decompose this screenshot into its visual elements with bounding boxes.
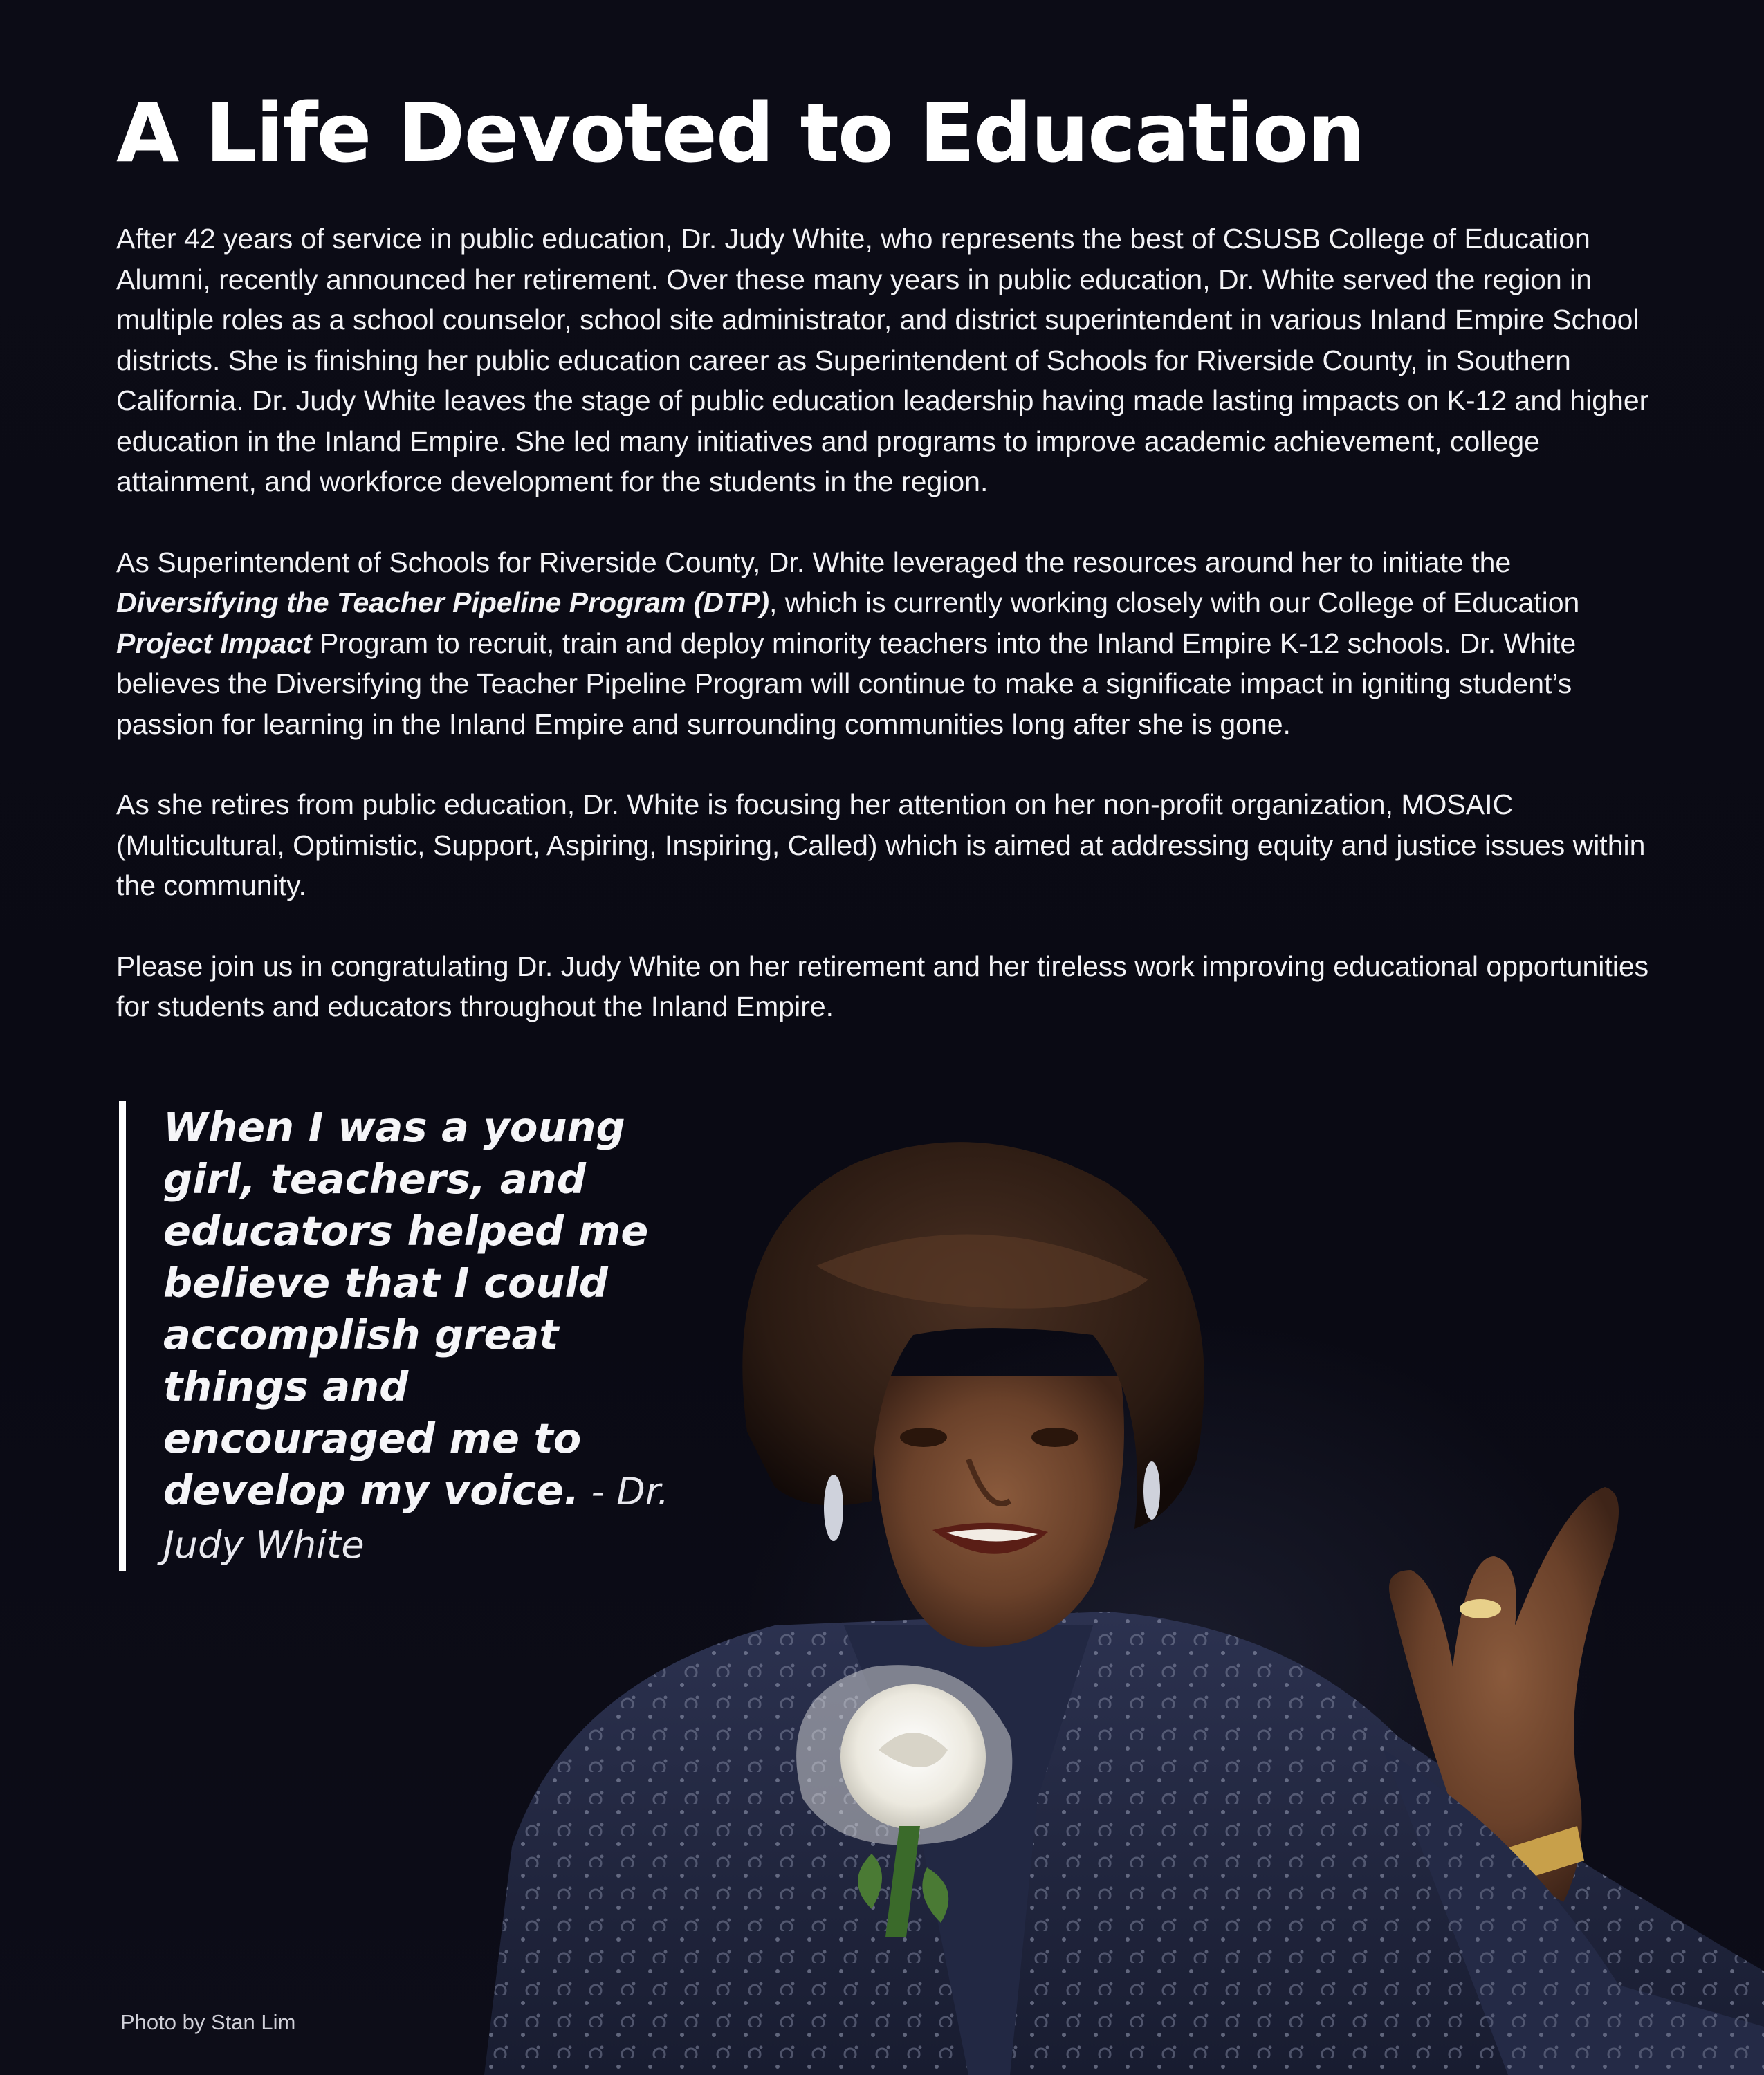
paragraph-congratulations: Please join us in congratulating Dr. Judy White on her retirement and her tireless work improving educational opportunities for students and educators throughout the Inland Empire. [116,950,1649,1022]
paragraph-mosaic: As she retires from public education, Dr. White is focusing her attention on her non-profit organization, MOSAIC (Multicultural, Optimistic, Support, Aspiring, Inspiring, Called) which is aimed at addressing equity and justice issues within the community. [116,788,1646,901]
paragraph-dtp-part-1: As Superintendent of Schools for Riverside County, Dr. White leveraged the resources around her to initiate the [116,546,1512,578]
program-name-dtp: Diversifying the Teacher Pipeline Program (DTP) [116,587,770,618]
portrait-photo [484,1072,1764,2075]
quote-attribution: - Dr. Judy White [163,1470,670,1567]
program-name-project-impact: Project Impact [116,627,312,659]
pull-quote [119,1101,675,1571]
photo-credit: Photo by Stan Lim [120,2010,296,2034]
paragraph-dtp [116,542,1659,745]
paragraph-intro: After 42 years of service in public education, Dr. Judy White, who represents the best of CSUSB College of Education Alumni, recently announced her retirement. Over these many years in public education, Dr. White served the region in multiple roles as a school counselor, school site administrator, and district superintendent in various Inland Empire School districts. She is finishing her public education career as Superintendent of Schools for Riverside County, in Southern California. Dr. Judy White leaves the stage of public education leadership having made lasting impacts on K-12 and higher education in the Inland Empire. She led many initiatives and programs to improve academic achievement, college attainment, and workforce development for the students in the region. [116,223,1649,497]
paragraph-dtp-part-3: Program to recruit, train and deploy minority teachers into the Inland Empire K-12 schools. Dr. White believes the Diversifying the Teacher Pipeline Program will continue to make a significate impact in igniting student’s passion for learning in the Inland Empire and surrounding communities long after she is gone. [116,627,1577,740]
quote-text: When I was a young girl, teachers, and educators helped me believe that I could accomplish great things and encouraged me to develop my voice. [163,1103,649,1514]
paragraph-dtp-part-2: , which is currently working closely with our College of Education [769,587,1580,618]
article-body [116,219,1659,1067]
page-title: A Life Devoted to Education [116,85,1364,181]
portrait-illustration [484,1142,1764,2075]
